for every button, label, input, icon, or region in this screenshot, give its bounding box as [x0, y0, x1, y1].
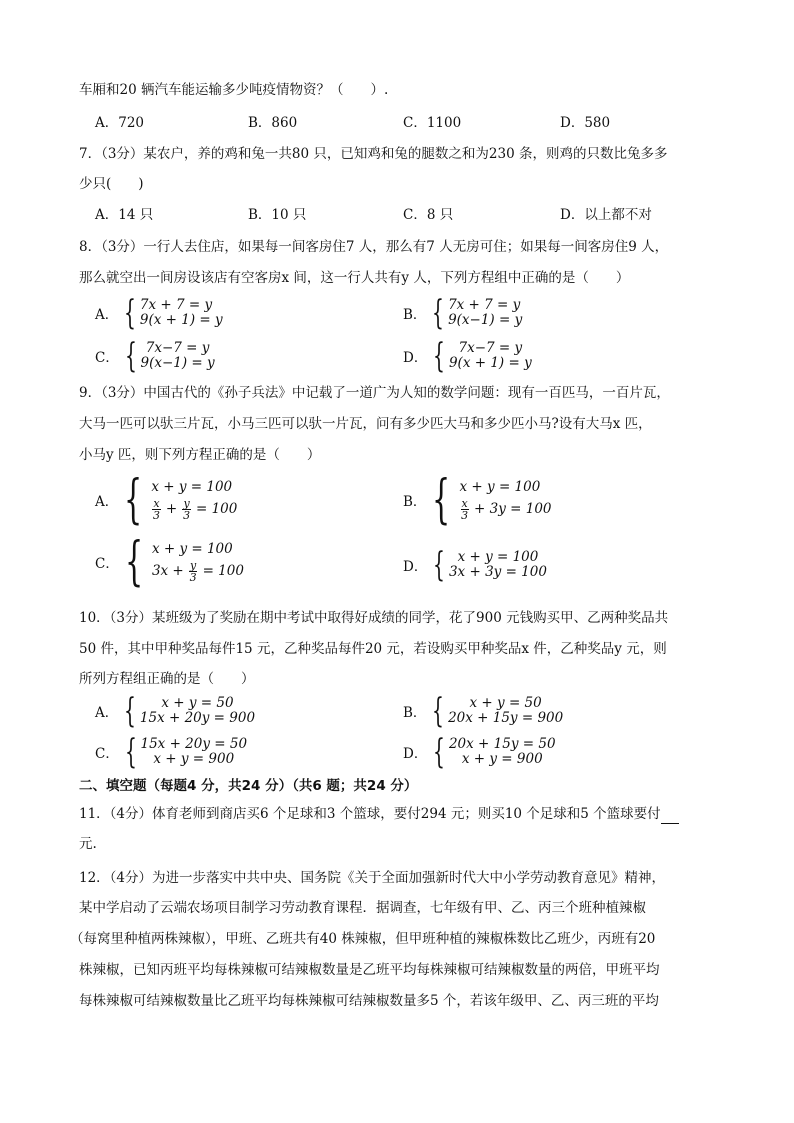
q12-stem-line1: 12．（4分）为进一步落实中共中央、国务院《关于全面加强新时代大中小学劳动教育意见》精神，: [79, 870, 666, 886]
option-label: D．: [403, 746, 428, 762]
q8-option-d[interactable]: [403, 336, 532, 376]
q10-option-b[interactable]: [403, 691, 564, 731]
q8-option-b[interactable]: [403, 293, 523, 333]
q7-option-c[interactable]: C．8 只: [403, 207, 454, 223]
equation: 20x + 15y = 50: [448, 736, 556, 752]
equation: x + y = 900: [461, 751, 543, 767]
brace: {: [432, 470, 451, 530]
option-label: D．: [403, 559, 428, 575]
q10-option-d[interactable]: [403, 732, 556, 772]
q12-stem-line2: 某中学启动了云端农场项目制学习劳动教育课程．据调查，七年级有甲、乙、丙三个班种植辣椒: [79, 900, 646, 916]
equation: 9(x−1) = y: [140, 355, 215, 371]
equation: 15x + 20y = 50: [140, 736, 248, 752]
brace: {: [124, 293, 137, 333]
option-label: B．: [403, 705, 427, 721]
q9-stem-line1: 9．（3分）中国古代的《孙子兵法》中记载了一道广为人知的数学问题：现有一百匹马，一百片瓦，: [79, 385, 670, 401]
q8-stem-line1: 8．（3分）一行人去住店，如果每一间客房住7 人，那么有7 人无房可住；如果每一间客房住9 人，: [79, 239, 669, 255]
equation: x + y = 100: [457, 549, 539, 565]
brace: {: [124, 532, 144, 592]
option-label: A．: [95, 494, 119, 510]
q7-stem-line1: 7．（3分）某农户，养的鸡和兔一共80 只，已知鸡和兔的腿数之和为230 条，则鸡的只数比兔多多: [79, 146, 668, 162]
brace: {: [432, 691, 445, 731]
equation: 7x + 7 = y: [448, 297, 521, 313]
q9-option-b[interactable]: [403, 470, 552, 530]
brace: {: [124, 691, 137, 731]
option-label: A．: [95, 307, 119, 323]
equation: 9(x−1) = y: [448, 312, 523, 328]
equation: x + y = 100: [459, 478, 541, 495]
equation: 3x + $\frac{y}{3}$ = 100: [151, 558, 244, 584]
q6-option-d[interactable]: D．580: [560, 115, 611, 131]
q10-option-c[interactable]: [95, 732, 248, 772]
section-heading: 二、填空题（每题4 分，共24 分）（共6 题；共24 分）: [79, 778, 418, 794]
equation: x + y = 900: [153, 751, 235, 767]
equation: 9(x + 1) = y: [139, 312, 223, 328]
q9-option-d[interactable]: [403, 545, 547, 585]
option-label: B．: [403, 307, 427, 323]
q7-option-b[interactable]: B．10 只: [248, 207, 307, 223]
equation: x + y = 100: [151, 478, 233, 495]
q6-option-b[interactable]: B．860: [248, 115, 298, 131]
brace: {: [432, 293, 445, 333]
option-label: C．: [95, 556, 119, 572]
brace: {: [124, 336, 137, 376]
q11-stem-line1: 11．（4分）体育老师到商店买6 个足球和3 个篮球，要付294 元；则买10 个足球和5 个篮球要付: [79, 804, 679, 824]
option-label: A．: [95, 705, 119, 721]
option-label: B．: [403, 494, 427, 510]
equation: 9(x + 1) = y: [448, 355, 532, 371]
answer-blank[interactable]: [661, 809, 679, 824]
q11-stem-line2: 元.: [79, 836, 97, 852]
equation: 15x + 20y = 900: [139, 710, 256, 726]
brace: {: [433, 545, 446, 585]
brace: {: [433, 732, 446, 772]
option-label: D．: [403, 350, 428, 366]
q9-stem-line2: 大马一匹可以驮三片瓦，小马三匹可以驮一片瓦，问有多少匹大马和多少匹小马?设有大马x 匹，: [79, 416, 652, 432]
q6-continuation: 车厢和20 辆汽车能运输多少吨疫情物资？（ ）.: [79, 82, 389, 98]
q8-option-a[interactable]: [95, 293, 223, 333]
q6-option-a[interactable]: A．720: [95, 115, 145, 131]
q9-option-a[interactable]: [95, 470, 238, 530]
q10-stem-line1: 10．（3分）某班级为了奖励在期中考试中取得好成绩的同学，花了900 元钱购买甲、乙两种奖品共: [79, 610, 669, 626]
brace: {: [124, 470, 143, 530]
equation: 3x + 3y = 100: [448, 564, 547, 580]
q7-stem-line2: 少只( ): [79, 176, 144, 192]
q9-option-c[interactable]: [95, 532, 244, 592]
q8-stem-line2: 那么就空出一间房设该店有空客房x 间，这一行人共有y 人，下列方程组中正确的是（ ）: [79, 270, 630, 286]
q7-option-a[interactable]: A．14 只: [95, 207, 154, 223]
equation: 7x + 7 = y: [139, 297, 213, 313]
q9-stem-line3: 小马y 匹，则下列方程正确的是（ ）: [79, 447, 321, 463]
equation: x + y = 100: [151, 540, 233, 557]
equation: 20x + 15y = 900: [448, 710, 564, 726]
q12-stem-line3: （每窝里种植两株辣椒），甲班、乙班共有40 株辣椒，但甲班种植的辣椒株数比乙班少，丙班有20: [70, 931, 656, 947]
q10-stem-line3: 所列方程组正确的是（ ）: [79, 671, 255, 687]
brace: {: [124, 732, 137, 772]
equation: $\frac{x}{3}$ + $\frac{y}{3}$ = 100: [152, 496, 238, 522]
q12-stem-line5: 每株辣椒可结辣椒数量比乙班平均每株辣椒可结辣椒数量多5 个，若该年级甲、乙、丙三班的平均: [79, 993, 659, 1009]
equation: 7x−7 = y: [145, 340, 210, 356]
q12-stem-line4: 株辣椒，已知丙班平均每株辣椒可结辣椒数量是乙班平均每株辣椒可结辣椒数量的两倍，甲班平均: [79, 962, 660, 978]
q6-option-c[interactable]: C．1100: [403, 115, 462, 131]
q7-option-d[interactable]: D．以上都不对: [560, 207, 652, 223]
equation: x + y = 50: [469, 695, 542, 711]
brace: {: [433, 336, 446, 376]
equation: 7x−7 = y: [458, 340, 523, 356]
q10-stem-line2: 50 件，其中甲种奖品每件15 元，乙种奖品每件20 元，若设购买甲种奖品x 件，乙种奖品y 元，则: [79, 641, 667, 657]
q10-option-a[interactable]: [95, 691, 256, 731]
equation: $\frac{x}{3}$ + 3y = 100: [461, 496, 552, 522]
q8-option-c[interactable]: [95, 336, 215, 376]
option-label: C．: [95, 350, 119, 366]
option-label: C．: [95, 746, 119, 762]
equation: x + y = 50: [161, 695, 234, 711]
